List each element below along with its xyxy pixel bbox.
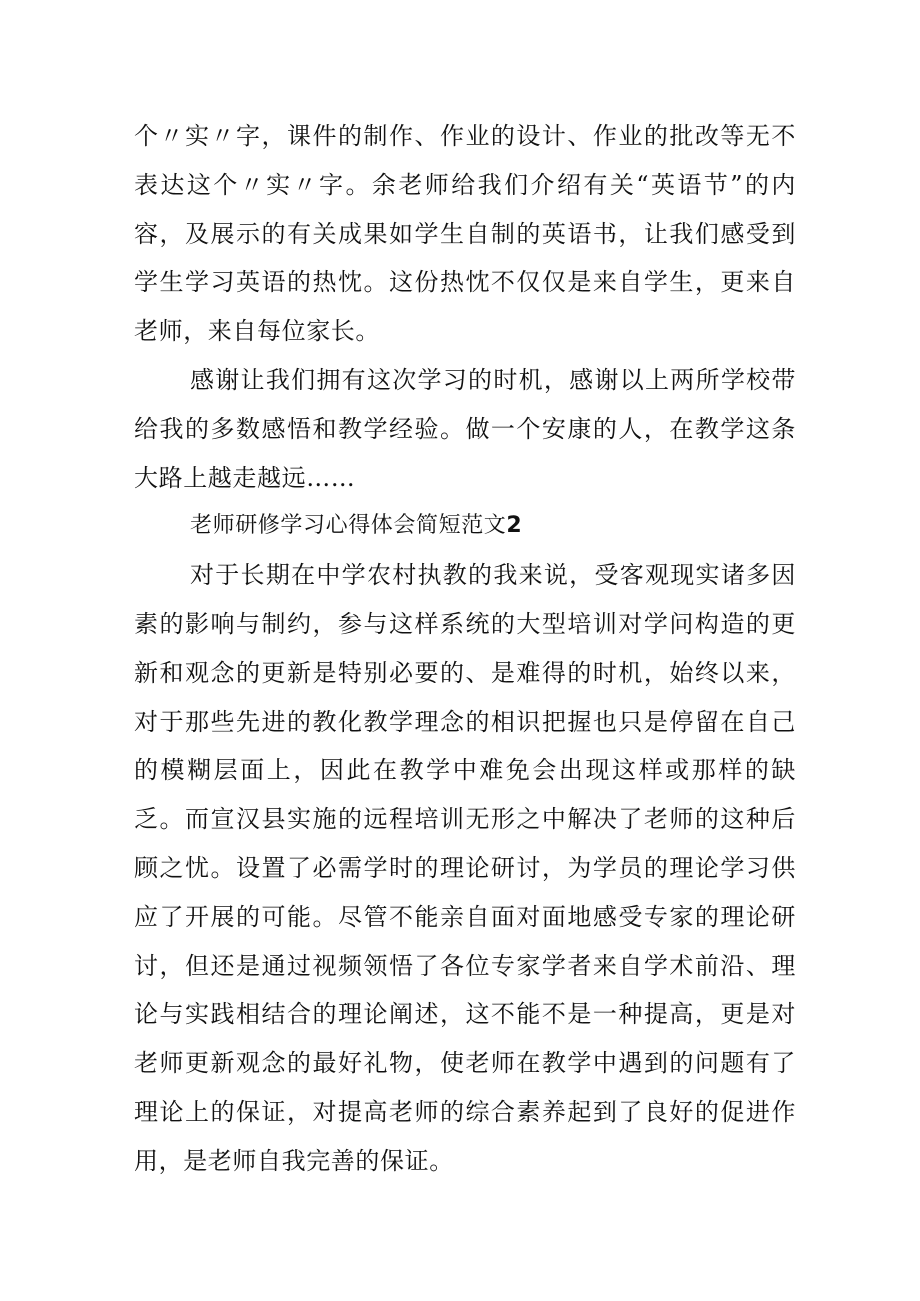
section-heading-title: 老师研修学习心得体会简短范文 (190, 513, 507, 539)
section-heading (134, 502, 796, 551)
paragraph-thanks: 感谢让我们拥有这次学习的时机，感谢以上两所学校带给我的多数感悟和教学经验。做一个安康的人，在教学这条大路上越走越远…… (134, 365, 796, 492)
paragraph-body: 对于长期在中学农村执教的我来说，受客观现实诸多因素的影响与制约，参与这样系统的大型培训对学问构造的更新和观念的更新是特别必要的、是难得的时机，始终以来，对于那些先进的教化教学理念的相识把握也只是停留在自己的模糊层面上，因此在教学中难免会出现这样或那样的缺乏。而宣汉县实施的远程培训无形之中解决了老师的这种后顾之忧。设置了必需学时的理论研讨，为学员的理论学习供应了开展的可能。尽管不能亲自面对面地感受专家的理论研讨，但还是通过视频领悟了各位专家学者来自学术前沿、理论与实践相结合的理论阐述，这不能不是一种提高，更是对老师更新观念的最好礼物，使老师在教学中遇到的问题有了理论上的保证，对提高老师的综合素养起到了良好的促进作用，是老师自我完善的保证。 (134, 561, 796, 1175)
document-body (134, 112, 796, 1186)
section-heading-number: 2 (506, 513, 523, 539)
paragraph-continuation: 个〃实〃字，课件的制作、作业的设计、作业的批改等无不表达这个〃实〃字。余老师给我们介绍有关“英语节”的内容，及展示的有关成果如学生自制的英语书，让我们感受到学生学习英语的热忱。这份热忱不仅仅是来自学生，更来自老师，来自每位家长。 (134, 122, 796, 346)
